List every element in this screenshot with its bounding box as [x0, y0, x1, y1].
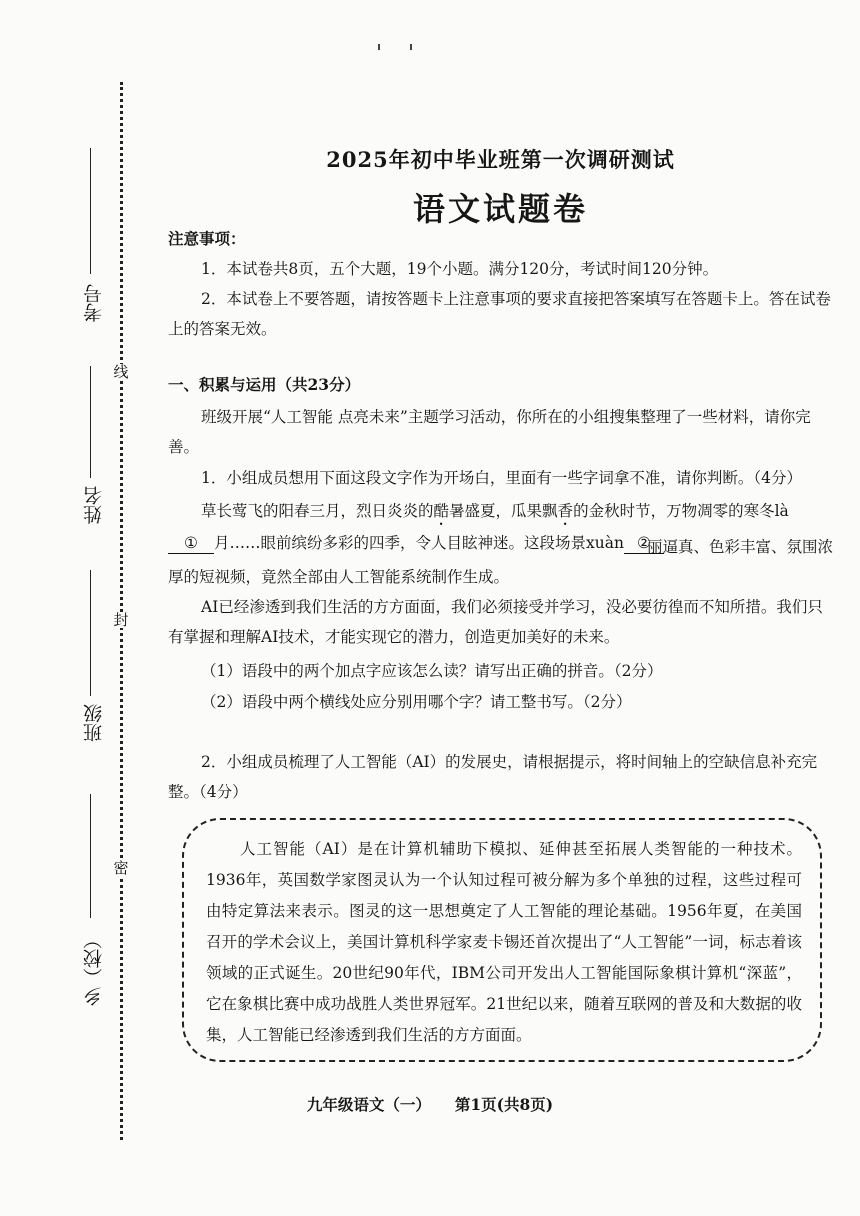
school-label: 乡（校） [83, 930, 105, 1006]
notice-item-2: 2．本试卷上不要答题，请按答题卡上注意事项的要求直接把答案填写在答题卡上。答在试卷上的答案无效。 [168, 290, 831, 338]
section-1-intro: 班级开展“人工智能 点亮未来”主题学习活动，你所在的小组搜集整理了一些材料，请你完善。 [168, 408, 811, 456]
blank-1: ① [168, 533, 214, 554]
name-label: 姓名 [83, 486, 105, 524]
scan-speck [410, 44, 412, 50]
name-line [90, 366, 91, 478]
notice-item-1: 1．本试卷共8页，五个大题，19个小题。满分120分，考试时间120分钟。 [201, 260, 719, 278]
question-2-stem: 2．小组成员梳理了人工智能（AI）的发展史，请根据提示，将时间轴上的空缺信息补充完整。（4分） [168, 753, 818, 801]
blank-2: ② [624, 533, 664, 554]
dotted-char: 香 [557, 502, 574, 520]
scan-speck [378, 44, 380, 50]
notice-heading: 注意事项： [168, 229, 246, 248]
page-footer [0, 1093, 860, 1115]
paper-title: 语文试题卷 [412, 190, 588, 228]
question-1-sub-2: （2）语段中两个横线处应分别用哪个字？请工整书写。（2分） [201, 693, 632, 711]
cut-mark-seal: 封 [113, 611, 129, 629]
passage-line-3: 丽逼真、色彩丰富、氛围浓厚的短视频，竟然全部由人工智能系统制作生成。 [168, 538, 834, 586]
cut-mark-secret: 密 [113, 859, 129, 877]
exam-title: 2025年初中毕业班第一次调研测试 [326, 147, 675, 172]
pinyin-la: là [774, 502, 789, 520]
passage-text: 的金秋时节，万物凋零的寒冬 [573, 502, 775, 520]
footer-subject: 九年级语文（一） [306, 1095, 431, 1114]
footer-page-number: 第1页(共8页) [454, 1095, 554, 1114]
info-box-text: 人工智能（AI）是在计算机辅助下模拟、延伸甚至拓展人类智能的一种技术。1936年，英国数学家图灵认为一个认知过程可被分解为多个单独的过程，这些过程可由特定算法来表示。图灵的这一思想奠定了人工智能的理论基础。1956年夏，在美国召开的学术会议上，美国计算机科学家麦卡锡还首次提出了“人工智能”一词，标志着该领域的正式诞生。20世纪90年代，IBM公司开发出人工智能国际象棋计算机“深蓝”，它在象棋比赛中成功战胜人类世界冠军。21世纪以来，随着互联网的普及和大数据的收集，人工智能已经渗透到我们生活的方方面面。 [206, 840, 802, 1044]
passage-text: 月……眼前缤纷多彩的四季，令人目眩神迷。这段场景 [214, 534, 587, 552]
exam-no-label: 考号 [83, 284, 105, 322]
passage-line-1 [201, 500, 789, 529]
section-1-heading: 一、积累与运用（共23分） [168, 375, 361, 394]
question-1-sub-1: （1）语段中的两个加点字应该怎么读？请写出正确的拼音。（2分） [201, 662, 663, 680]
pinyin-xuan: xuàn [586, 534, 624, 552]
dotted-char: 酷 [433, 502, 450, 520]
passage-text: 草长莺飞的阳春三月，烈日炎炎的 [201, 502, 434, 520]
question-1-stem: 1．小组成员想用下面这段文字作为开场白，里面有一些字词拿不准，请你判断。（4分） [201, 469, 802, 487]
cut-mark-line: 线 [113, 363, 129, 381]
passage-text: 暑盛夏，瓜果飘 [449, 502, 558, 520]
school-line [90, 794, 91, 918]
passage-paragraph-2: AI已经渗透到我们生活的方方面面，我们必须接受并学习，没必要彷徨而不知所措。我们只有掌握和理解AI技术，才能实现它的潜力，创造更加美好的未来。 [168, 598, 823, 646]
class-label: 班级 [83, 704, 105, 742]
class-line [90, 570, 91, 696]
exam-no-line [90, 148, 91, 274]
